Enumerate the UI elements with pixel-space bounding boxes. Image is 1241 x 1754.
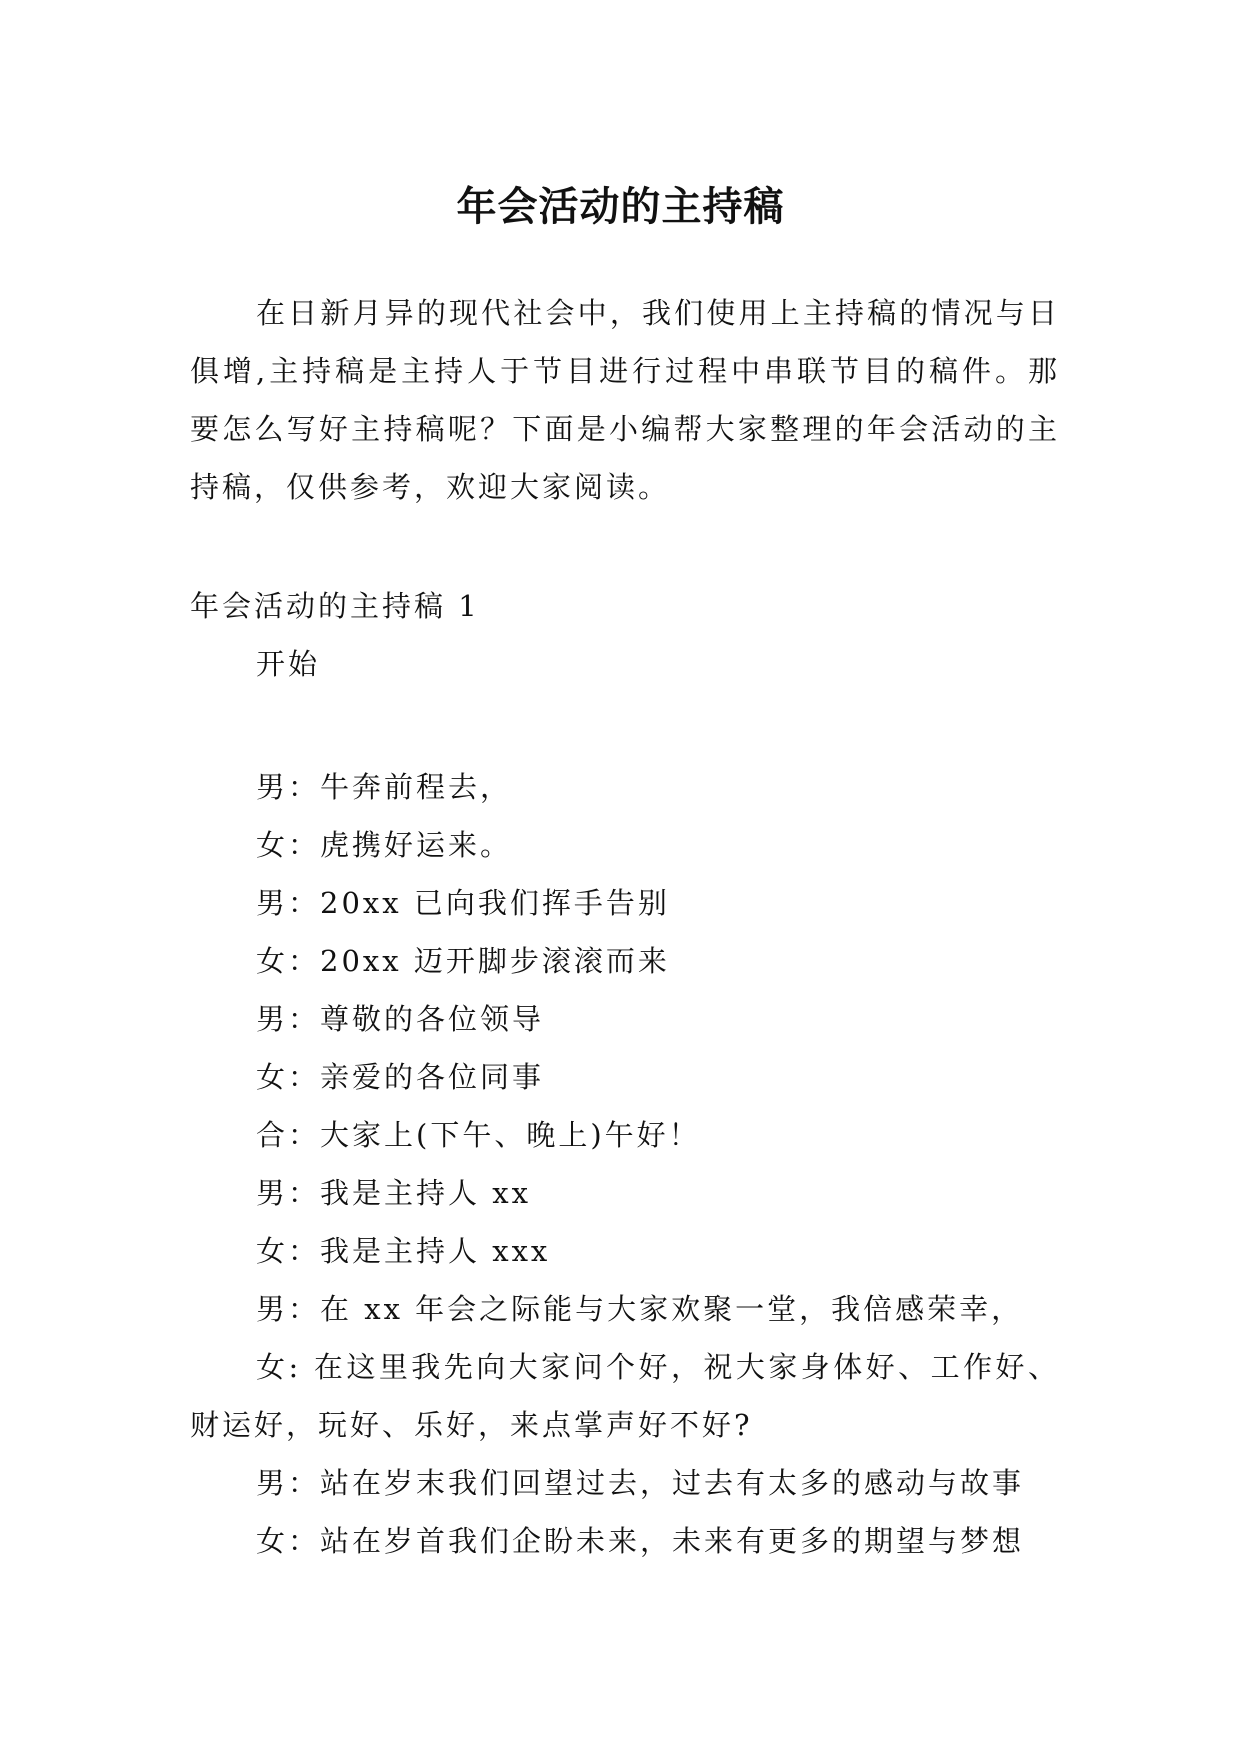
dialogue-line: 男：在 xx 年会之际能与大家欢聚一堂，我倍感荣幸， xyxy=(256,1292,1024,1326)
start-label: 开始 xyxy=(256,647,321,681)
dialogue-line: 女：亲爱的各位同事 xyxy=(256,1060,545,1094)
dialogue-line: 男：牛奔前程去， xyxy=(256,770,513,804)
dialogue-line: 女: 在这里我先向大家问个好，祝大家身体好、工作好、财运好，玩好、乐好，来点掌声好不好? xyxy=(190,1350,1060,1442)
section-heading: 年会活动的主持稿 1 xyxy=(190,589,480,623)
dialogue-line: 男：20xx 已向我们挥手告别 xyxy=(256,886,670,920)
dialogue-list xyxy=(190,758,1060,1570)
dialogue-line: 男：我是主持人 xx xyxy=(256,1176,531,1210)
dialogue-line: 合：大家上(下午、晚上)午好！ xyxy=(256,1118,701,1152)
dialogue-line: 女：我是主持人 xxx xyxy=(256,1234,551,1268)
intro-paragraph: 在日新月异的现代社会中，我们使用上主持稿的情况与日俱增,主持稿是主持人于节目进行过程中串联节目的稿件。那要怎么写好主持稿呢？下面是小编帮大家整理的年会活动的主持稿，仅供参考，欢迎大家阅读。 xyxy=(190,296,1060,504)
dialogue-line: 男：站在岁末我们回望过去，过去有太多的感动与故事 xyxy=(256,1466,1025,1500)
dialogue-line: 女：20xx 迈开脚步滚滚而来 xyxy=(256,944,670,978)
page-title: 年会活动的主持稿 xyxy=(456,182,785,230)
dialogue-line: 女：虎携好运来。 xyxy=(256,828,513,862)
dialogue-line: 女：站在岁首我们企盼未来，未来有更多的期望与梦想 xyxy=(256,1524,1025,1558)
dialogue-line: 男：尊敬的各位领导 xyxy=(256,1002,545,1036)
